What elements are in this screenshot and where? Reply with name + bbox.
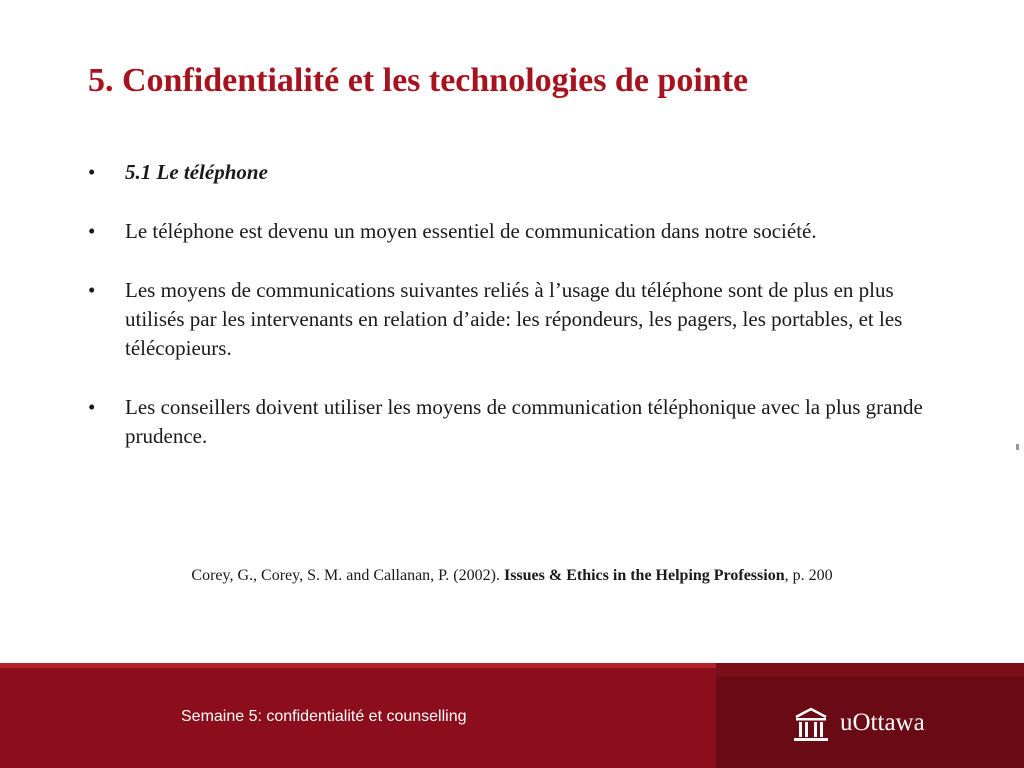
bullet-item (88, 276, 948, 363)
citation-page: , p. 200 (784, 567, 833, 584)
footer-label: Semaine 5: confidentialité et counselling (181, 708, 467, 725)
bullet-marker: • (88, 395, 96, 419)
bullet-text: 5.1 Le téléphone (125, 160, 268, 184)
bullet-marker: • (88, 219, 96, 243)
slide-title: 5. Confidentialité et les technologies de pointe (88, 62, 749, 99)
bullet-text: Les moyens de communications suivantes reliés à l’usage du téléphone sont de plus en plus utilisés par les intervenants en relation d’aide: les répondeurs, les pagers, les portables, et les télécopieurs. (125, 278, 903, 360)
bullet-list (88, 158, 948, 481)
bullet-item (88, 158, 948, 187)
citation (0, 567, 1024, 585)
bullet-marker: • (88, 160, 96, 184)
citation-authors: Corey, G., Corey, S. M. and Callanan, P. (2002). (191, 567, 504, 584)
bullet-text: Le téléphone est devenu un moyen essentiel de communication dans notre société. (125, 219, 817, 243)
bullet-item (88, 393, 948, 451)
logo-wordmark: uOttawa (840, 709, 925, 736)
bullet-item (88, 217, 948, 246)
bullet-text: Les conseillers doivent utiliser les moyens de communication téléphonique avec la plus grande prudence. (125, 395, 923, 448)
bullet-marker: • (88, 278, 96, 302)
citation-book-title: Issues & Ethics in the Helping Profession (503, 567, 785, 584)
footer-logo-panel-band (716, 663, 1024, 677)
building-icon (792, 705, 830, 745)
edge-mark (1016, 444, 1019, 450)
